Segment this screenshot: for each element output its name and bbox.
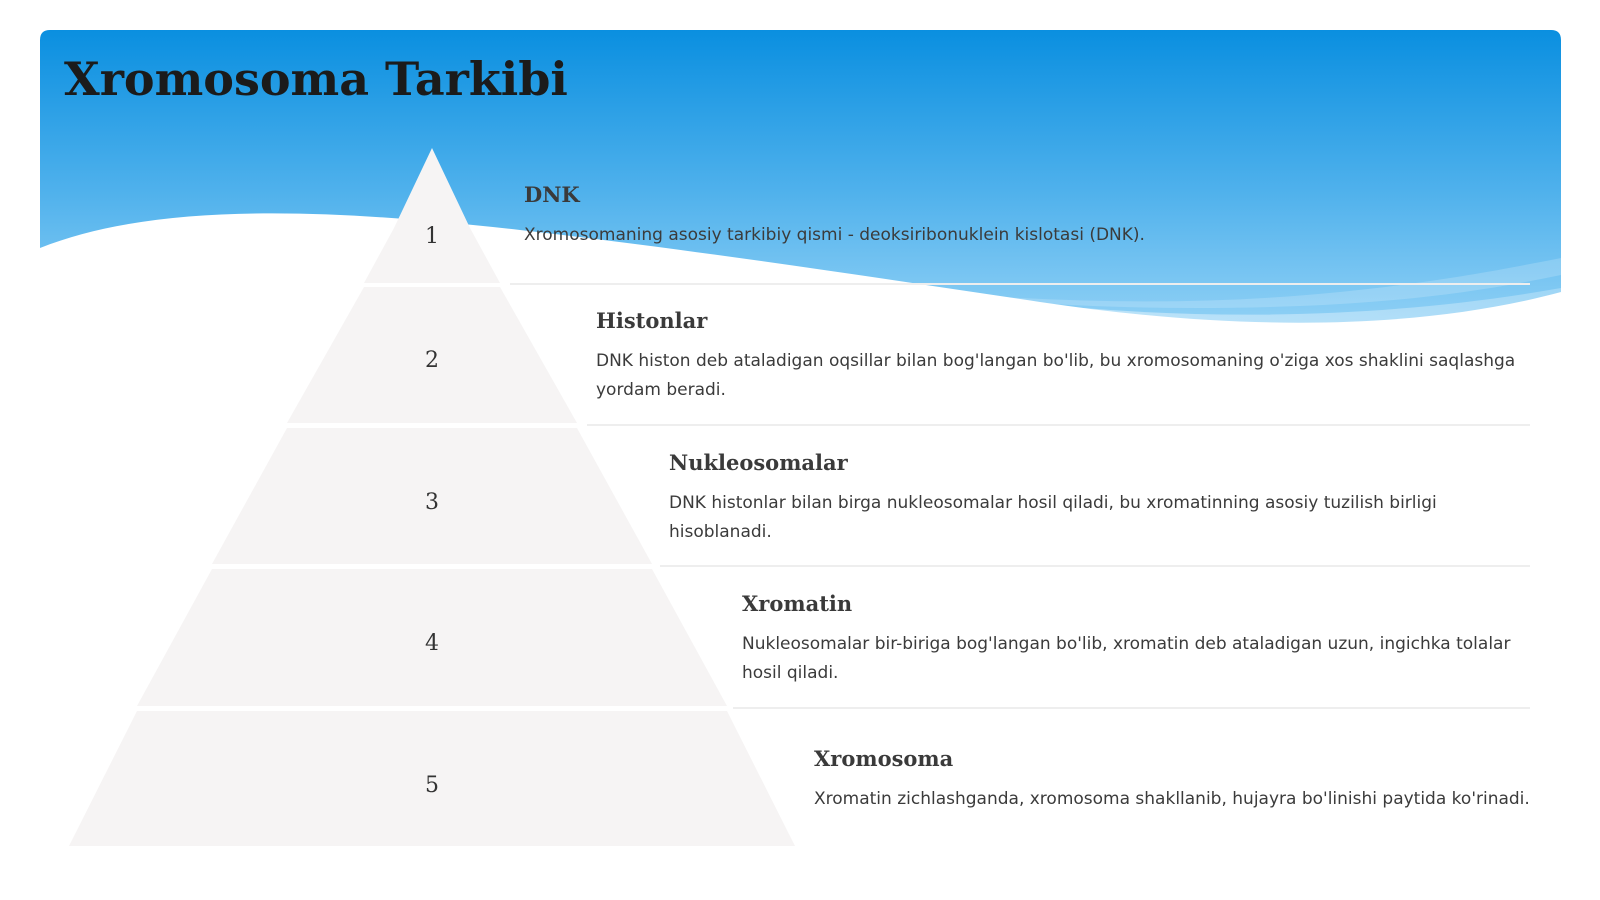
layer-3-description: DNK histonlar bilan birga nukleosomalar hosil qiladi, bu xromatinning asosiy tuzilish birligi hisoblanadi. bbox=[669, 493, 1437, 542]
layer-3-divider bbox=[660, 565, 1530, 567]
layer-4-description: Nukleosomalar bir-biriga bog'langan bo'lib, xromatin deb ataladigan uzun, ingichka tolalar hosil qiladi. bbox=[742, 634, 1511, 683]
layer-4-title: Xromatin bbox=[742, 591, 853, 616]
page-title: Xromosoma Tarkibi bbox=[64, 52, 568, 106]
layer-2-text bbox=[596, 308, 1536, 405]
layer-4-divider bbox=[733, 707, 1530, 709]
level-number-1: 1 bbox=[425, 224, 439, 249]
layer-1-title: DNK bbox=[524, 182, 580, 207]
layer-2-title: Histonlar bbox=[596, 308, 708, 333]
layer-1-description: Xromosomaning asosiy tarkibiy qismi - deoksiribonuklein kislotasi (DNK). bbox=[524, 225, 1145, 245]
layer-1-divider bbox=[510, 283, 1530, 285]
layer-3-title: Nukleosomalar bbox=[669, 450, 848, 475]
pyramid-layer-1 bbox=[364, 148, 500, 283]
level-number-4: 4 bbox=[425, 631, 439, 656]
layer-1-text bbox=[524, 182, 1564, 250]
layer-2-divider bbox=[587, 424, 1530, 426]
layer-5-text bbox=[814, 746, 1594, 814]
layer-5-description: Xromatin zichlashganda, xromosoma shakllanib, hujayra bo'linishi paytida ko'rinadi. bbox=[814, 789, 1530, 809]
layer-5-title: Xromosoma bbox=[814, 746, 954, 771]
level-number-2: 2 bbox=[425, 348, 439, 373]
layer-4-text bbox=[742, 591, 1542, 688]
level-number-5: 5 bbox=[425, 773, 439, 798]
layer-2-description: DNK histon deb ataladigan oqsillar bilan bog'langan bo'lib, bu xromosomaning o'ziga xos shaklini saqlashga yordam beradi. bbox=[596, 351, 1516, 400]
layer-3-text bbox=[669, 450, 1539, 547]
level-number-3: 3 bbox=[425, 490, 439, 515]
